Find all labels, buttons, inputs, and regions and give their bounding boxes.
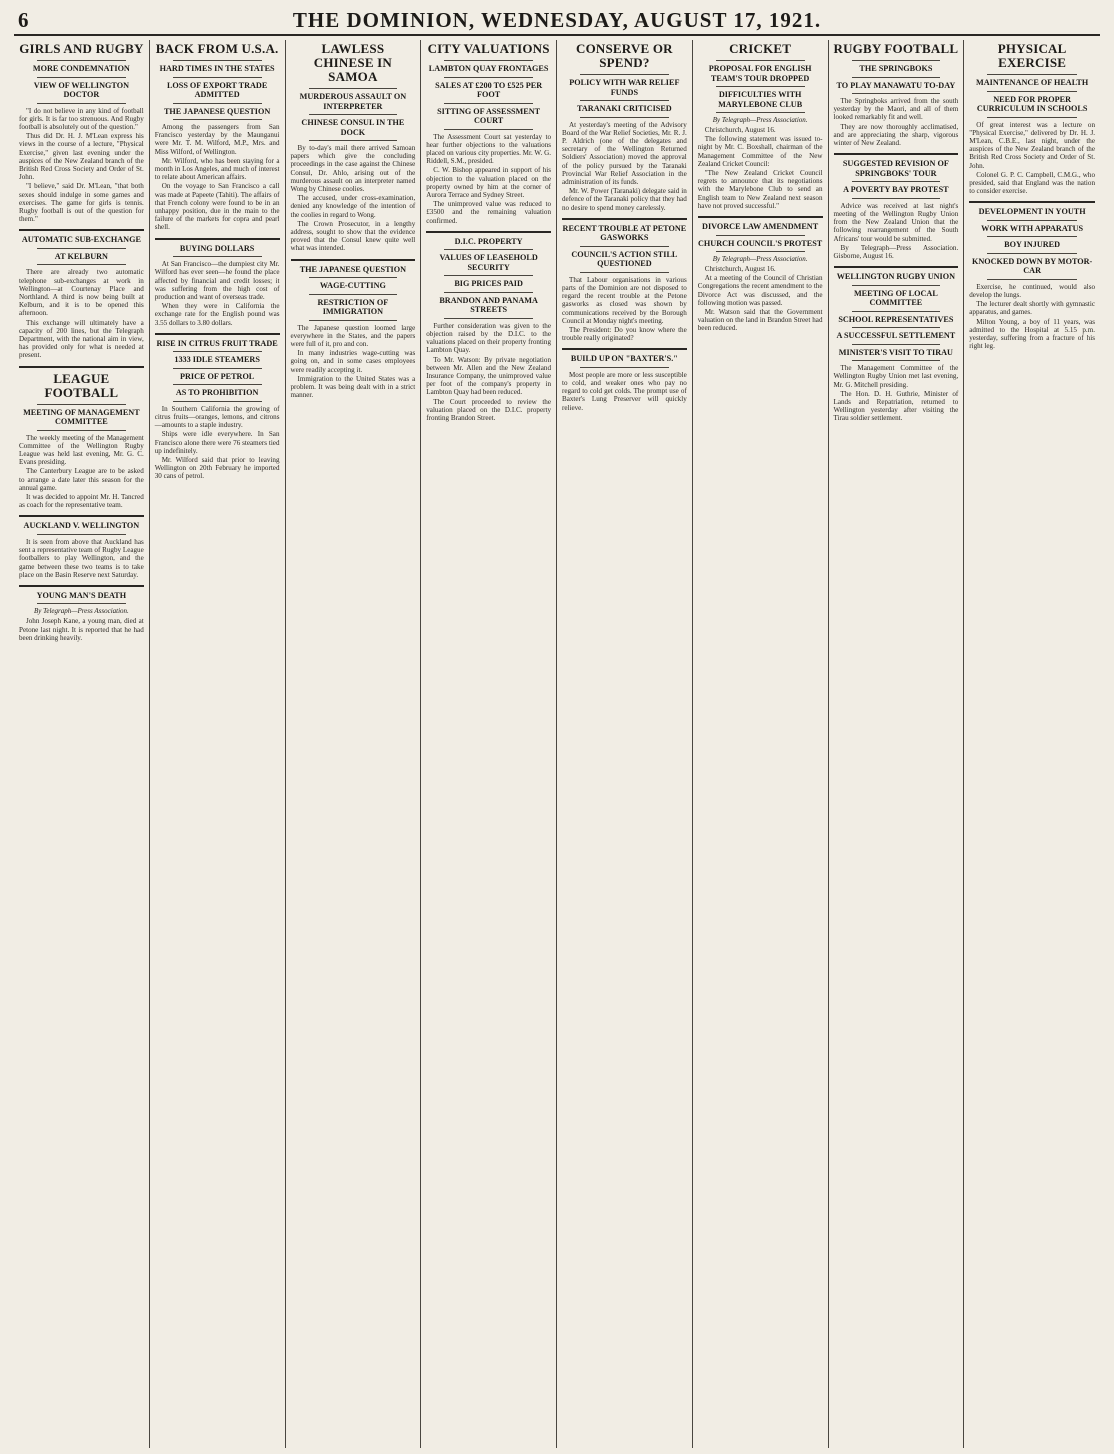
article-paragraph: The President: Do you know where the trouble really originated? xyxy=(562,325,687,343)
subhead-rule xyxy=(580,272,669,273)
subhead-rule xyxy=(444,292,533,293)
article-subhead: NEED FOR PROPER CURRICULUM IN SCHOOLS xyxy=(976,94,1088,113)
article-subhead: SCHOOL REPRESENTATIVES xyxy=(838,314,954,324)
article-subhead: MEETING OF MANAGEMENT COMMITTEE xyxy=(23,407,140,427)
article-paragraph: Mr. Wilford said that prior to leaving Wellington on 20th February he imported 30 cans of petrol. xyxy=(154,455,280,481)
subhead-rule xyxy=(173,77,262,78)
article-headline: BACK FROM U.S.A. xyxy=(155,41,279,56)
article xyxy=(291,259,416,400)
article-divider xyxy=(155,333,280,335)
article-paragraph: That Labour organisations in various parts of the Dominion are not disposed to regard the recent trouble at the Petone gasworks as closed was shown by communications received by the Borough Council at Monday night's meeting. xyxy=(562,275,687,325)
article-paragraph: Further consideration was given to the objection raised by the D.I.C. to the valuations placed on their property fronting Lambton Quay. xyxy=(426,321,551,355)
subhead-rule xyxy=(580,100,669,101)
article xyxy=(155,42,280,232)
column-2 xyxy=(150,40,286,1448)
article-divider xyxy=(426,231,551,233)
article-paragraph: The Springboks arrived from the south yesterday by the Maori, and all of them looked remarkably fit and well. xyxy=(833,97,959,122)
subhead-rule xyxy=(852,77,941,78)
article-paragraph: They are now thoroughly acclimatised, and are appreciating the sharp, vigorous winter of New Zealand. xyxy=(833,122,959,148)
article-paragraph: The Crown Prosecutor, in a lengthy address, sought to show that the evidence proved that the Consul knew quite well what was intended. xyxy=(290,219,416,253)
article-subhead: BUILD UP ON "BAXTER'S." xyxy=(570,354,678,364)
headline-rule xyxy=(37,404,126,405)
headline-rule xyxy=(580,74,669,75)
article-paragraph: Colonel G. P. C. Campbell, C.M.G., who presided, said that England was the nation to consider exercise. xyxy=(969,170,1095,196)
subhead-rule xyxy=(987,279,1077,280)
article-subhead: BOY INJURED xyxy=(1004,240,1061,250)
article xyxy=(834,266,959,422)
article-divider xyxy=(698,216,823,218)
article-paragraph: The Japanese question loomed large everywhere in the States, and the papers were full of it, pro and con. xyxy=(290,323,416,349)
article-paragraph: Christchurch, August 16. xyxy=(704,126,776,134)
article-paragraph: The Assessment Court sat yesterday to hear further objections to the valuations placed on various city properties. Mr. W. G. Riddell, S.M., presided. xyxy=(426,132,551,166)
article-subhead: RESTRICTION OF IMMIGRATION xyxy=(317,297,389,317)
article-subhead: D.I.C. PROPERTY xyxy=(454,236,523,246)
subhead-rule xyxy=(309,294,398,295)
article-paragraph: It was decided to appoint Mr. H. Tancred as coach for the representative team. xyxy=(19,493,144,510)
subhead-rule xyxy=(37,103,126,104)
article-subhead: THE JAPANESE QUESTION xyxy=(163,106,271,116)
page-number: 6 xyxy=(18,8,29,32)
article-subhead: DIFFICULTIES WITH MARYLEBONE CLUB xyxy=(718,90,803,109)
subhead-rule xyxy=(173,119,262,120)
column-7 xyxy=(829,40,965,1448)
headline-rule xyxy=(987,74,1077,75)
article xyxy=(19,366,144,510)
subhead-rule xyxy=(987,253,1077,254)
newspaper-title: THE DOMINION, WEDNESDAY, AUGUST 17, 1921. xyxy=(292,8,822,32)
article-subhead: PROPOSAL FOR ENGLISH TEAM'S TOUR DROPPED xyxy=(708,64,812,83)
subhead-rule xyxy=(852,181,941,182)
article-subhead: MINISTER'S VISIT TO TIRAU xyxy=(838,347,953,357)
article-subhead: AT KELBURN xyxy=(54,251,108,261)
subhead-rule xyxy=(444,275,533,276)
article-headline: CITY VALUATIONS xyxy=(427,41,550,56)
article-divider xyxy=(155,238,280,240)
article-paragraph: C. W. Bishop appeared in support of his objection to the valuation placed on the property owned by him at the corner of Aurora Terrace and Sydney Street. xyxy=(426,166,551,199)
article xyxy=(155,333,280,481)
subhead-rule xyxy=(444,318,533,319)
article-subhead: THE SPRINGBOKS xyxy=(859,64,933,73)
article-subhead: HARD TIMES IN THE STATES xyxy=(159,64,275,73)
headline-rule xyxy=(716,60,805,61)
article-subhead: WAGE-CUTTING xyxy=(319,281,386,291)
article xyxy=(426,231,551,422)
article-subhead: MAINTENANCE OF HEALTH xyxy=(976,78,1089,87)
subhead-rule xyxy=(173,384,262,385)
article-headline: LEAGUE FOOTBALL xyxy=(44,370,119,400)
article xyxy=(834,153,959,260)
article-subhead: LAMBTON QUAY FRONTAGES xyxy=(428,64,549,73)
article-paragraph: This exchange will ultimately have a capacity of 200 lines, but the Telegraph Department, with the national aim in view, has provided only for what is needed at present. xyxy=(19,318,144,360)
subhead-rule xyxy=(37,77,126,78)
masthead xyxy=(14,6,1100,36)
article-paragraph: The Management Committee of the Wellington Rugby Union met last evening, Mr. G. Mitchell presiding. xyxy=(833,364,959,389)
article-paragraph: Of great interest was a lecture on "Physical Exercise," delivered by Dr. H. J. M'Lean, C.B.E., last night, under the auspices of the New Zealand branch of the British Red Cross Society and Order of St. John. xyxy=(969,120,1095,170)
article-headline: CRICKET xyxy=(729,41,792,56)
article-subhead: WORK WITH APPARATUS xyxy=(981,223,1084,233)
subhead-rule xyxy=(444,103,533,104)
article-divider xyxy=(562,218,687,220)
article-divider xyxy=(969,201,1095,203)
article xyxy=(698,42,823,210)
subhead-rule xyxy=(852,285,941,286)
article-byline: By Telegraph—Press Association. xyxy=(712,255,808,264)
article-subhead: 1333 IDLE STEAMERS xyxy=(174,355,260,365)
subhead-rule xyxy=(37,534,126,535)
article-paragraph: At yesterday's meeting of the Advisory Board of the War Relief Societies, Mr. R. J. P. Aldrich (one of the delegates and secretary of the Wellington Returned Soldiers' Association) moved the approval of the policy pursued by the Taranaki Provincial War Relief Association in the administration of its funds. xyxy=(562,120,687,186)
article-divider xyxy=(834,153,959,155)
subhead-rule xyxy=(580,246,669,247)
article-subhead: SALES AT £200 TO £525 PER FOOT xyxy=(435,80,543,99)
article-subhead: SUGGESTED REVISION OF SPRINGBOKS' TOUR xyxy=(842,159,949,178)
article xyxy=(969,201,1095,350)
article-divider xyxy=(291,259,416,261)
article-headline: LAWLESS CHINESE IN SAMOA xyxy=(313,41,392,84)
subhead-rule xyxy=(444,77,533,78)
article-paragraph: Mr. W. Power (Taranaki) delegate said in defence of the Taranaki policy that they had no desire to spend money carelessly. xyxy=(562,187,687,212)
article-paragraph: The weekly meeting of the Management Committee of the Wellington Rugby League was held last evening, Mr. G. C. Evans presiding. xyxy=(19,433,144,467)
article xyxy=(562,42,687,212)
article-subhead: CHURCH COUNCIL'S PROTEST xyxy=(698,238,823,248)
article-paragraph: The following statement was issued to-night by Mr. C. Boxshall, chairman of the Management Committee of the New Zealand Cricket Council: xyxy=(697,135,823,168)
newspaper-columns xyxy=(14,40,1100,1448)
article-subhead: A SUCCESSFUL SETTLEMENT xyxy=(836,331,956,341)
article-paragraph: Exercise, he continued, would also develop the lungs. xyxy=(969,282,1095,300)
article-byline: By Telegraph—Press Association. xyxy=(712,116,808,124)
subhead-rule xyxy=(444,129,533,130)
subhead-rule xyxy=(852,327,941,328)
subhead-rule xyxy=(987,91,1077,92)
article-divider xyxy=(19,585,144,587)
article-subhead: VALUES OF LEASEHOLD SECURITY xyxy=(439,253,538,272)
article-subhead: BIG PRICES PAID xyxy=(454,279,523,289)
article xyxy=(19,585,144,642)
article-paragraph: In many industries wage-cutting was going on, and in some cases employees were readily accepting it. xyxy=(290,349,416,374)
article-divider xyxy=(19,515,144,517)
article-paragraph: Ships were idle everywhere. In San Francisco alone there were 76 steamers tied up indefinitely. xyxy=(154,430,280,455)
article-subhead: RECENT TROUBLE AT PETONE GASWORKS xyxy=(562,223,687,243)
article-subhead: PRICE OF PETROL xyxy=(179,371,255,381)
article-paragraph: The Hon. D. H. Guthrie, Minister of Lands and Repatriation, returned to Wellington yesterday after visiting the Tirau soldier settlement. xyxy=(833,389,959,423)
article-headline: PHYSICAL EXERCISE xyxy=(997,41,1067,70)
article xyxy=(291,42,416,253)
article-paragraph: The Canterbury League are to be asked to arrange a date later this season for the annual game. xyxy=(19,467,144,492)
headline-rule xyxy=(37,60,126,61)
headline-rule xyxy=(444,60,533,61)
subhead-rule xyxy=(852,93,941,94)
subhead-rule xyxy=(37,248,126,249)
subhead-rule xyxy=(987,117,1077,118)
article-paragraph: Immigration to the United States was a problem. It was being dealt with in a strict manner. xyxy=(290,374,416,400)
article-subhead: DIVORCE LAW AMENDMENT xyxy=(702,222,819,232)
article-subhead: MORE CONDEMNATION xyxy=(32,64,130,73)
article-subhead: VIEW OF WELLINGTON DOCTOR xyxy=(33,80,129,99)
article-paragraph: In Southern California the growing of citrus fruits—oranges, lemons, and citrons—amounts to a staple industry. xyxy=(154,404,280,430)
article-subhead: BRANDON AND PANAMA STREETS xyxy=(439,295,538,315)
article-divider xyxy=(19,229,144,231)
subhead-rule xyxy=(309,114,398,115)
subhead-rule xyxy=(173,103,262,104)
article-paragraph: Milton Young, a boy of 11 years, was admitted to the Hospital at 5.15 p.m. yesterday, suffering from a fracture of his right leg. xyxy=(969,317,1095,351)
article-subhead: CHINESE CONSUL IN THE DOCK xyxy=(301,118,405,137)
column-3 xyxy=(286,40,422,1448)
article-subhead: TO PLAY MANAWATU TO-DAY xyxy=(836,80,956,90)
article-paragraph: It is seen from above that Auckland has sent a representative team of Rugby League footballers to play Wellington, and the game between these two teams is to take place on the Basin Reserve next Saturday. xyxy=(19,537,144,579)
article-subhead: MURDEROUS ASSAULT ON INTERPRETER xyxy=(299,92,407,111)
subhead-rule xyxy=(580,117,669,118)
article-subhead: AUCKLAND V. WELLINGTON xyxy=(23,521,140,531)
article xyxy=(698,216,823,333)
article-paragraph: To Mr. Watson: By private negotiation between Mr. Allen and the New Zealand Insurance Company, the unimproved value per foot of the company's property in Lambton Quay had been reduced. xyxy=(426,355,551,397)
article-paragraph: When they were in California the exchange rate for the English pound was 3.55 dollars to 3.80 dollars. xyxy=(154,302,280,327)
article xyxy=(562,348,687,412)
article xyxy=(19,229,144,359)
article-paragraph: By Telegraph—Press Association. Gisborne, August 16. xyxy=(833,243,959,260)
article-subhead: LOSS OF EXPORT TRADE ADMITTED xyxy=(166,80,268,99)
article-paragraph: The lecturer dealt shortly with gymnastic apparatus, and games. xyxy=(969,300,1095,317)
subhead-rule xyxy=(309,140,398,141)
article-subhead: YOUNG MAN'S DEATH xyxy=(36,590,127,600)
article-paragraph: Thus did Dr. H. J. M'Lean express his views in the course of a lecture, "Physical Exercise," given last evening under the auspices of the New Zealand branch of the British Red Cross Society and Order of St. John. xyxy=(19,132,144,182)
subhead-rule xyxy=(173,256,262,257)
article xyxy=(426,42,551,225)
article-paragraph: Among the passengers from San Francisco yesterday by the Maunganui were Mr. T. M. Wilford, M.P., Mrs. and Miss Wilford, of Wellington. xyxy=(154,123,280,156)
article-subhead: BUYING DOLLARS xyxy=(179,243,255,253)
article xyxy=(19,515,144,579)
article-paragraph: The accused, under cross-examination, denied any knowledge of the intention of the coolies in regard to Wong. xyxy=(290,194,416,219)
subhead-rule xyxy=(716,235,805,236)
article xyxy=(834,42,959,147)
article-divider xyxy=(19,366,144,368)
article-subhead: KNOCKED DOWN BY MOTOR-CAR xyxy=(971,256,1093,276)
column-4 xyxy=(421,40,557,1448)
article-paragraph: Mr. Wilford, who has been staying for a month in Los Angeles, and much of interest to relate about American affairs. xyxy=(154,156,280,182)
article-paragraph: At San Francisco—the dumpiest city Mr. Wilford has ever seen—he found the place affected by financial and credit losses; it was suffering from the high cost of production and want of overseas trade. xyxy=(154,260,280,301)
article-subhead: RISE IN CITRUS FRUIT TRADE xyxy=(156,338,278,348)
article-subhead: SITTING OF ASSESSMENT COURT xyxy=(437,106,541,125)
headline-rule xyxy=(852,60,941,61)
article-paragraph: Advice was received at last night's meeting of the Wellington Rugby Union from the New Zealand Union that the following rearrangement of the South Africans' tour would be submitted. xyxy=(833,201,959,243)
article-subhead: COUNCIL'S ACTION STILL QUESTIONED xyxy=(571,249,678,269)
article-paragraph: At a meeting of the Council of Christian Congregations the recent amendment to the Divorce Act was discussed, and the following motion was passed. xyxy=(697,274,823,307)
subhead-rule xyxy=(37,430,126,431)
article-paragraph: By to-day's mail there arrived Samoan papers which give the concluding proceedings in the case against the Chinese Consul, Dr. Ahlo, arising out of the murderous assault on an interpreter named Wong by Chinese coolies. xyxy=(290,144,416,194)
subhead-rule xyxy=(37,603,126,604)
column-5 xyxy=(557,40,693,1448)
article-subhead: THE JAPANESE QUESTION xyxy=(299,264,407,274)
article-paragraph: The Court proceeded to review the valuation placed on the D.I.C. property fronting Brandon Street. xyxy=(426,397,551,422)
article-subhead: A POVERTY BAY PROTEST xyxy=(843,185,949,195)
article-headline: RUGBY FOOTBALL xyxy=(833,41,959,56)
subhead-rule xyxy=(852,311,941,312)
subhead-rule xyxy=(173,401,262,402)
subhead-rule xyxy=(173,368,262,369)
article-paragraph: John Joseph Kane, a young man, died at Petone last night. It is reported that he had been drinking heavily. xyxy=(19,617,144,642)
article-subhead: AS TO PROHIBITION xyxy=(175,388,259,398)
article-subhead: MEETING OF LOCAL COMMITTEE xyxy=(853,288,938,308)
article-headline: GIRLS AND RUGBY xyxy=(19,41,144,56)
subhead-rule xyxy=(852,344,941,345)
headline-rule xyxy=(309,88,398,89)
article-paragraph: Mr. Watson said that the Government valuation on the land in Brandon Street had been reduced. xyxy=(697,308,823,333)
article-subhead: TARANAKI CRITICISED xyxy=(577,104,672,113)
subhead-rule xyxy=(309,320,398,321)
article-subhead: POLICY WITH WAR RELIEF FUNDS xyxy=(569,78,680,97)
article xyxy=(19,42,144,223)
column-1 xyxy=(14,40,150,1448)
headline-rule xyxy=(173,60,262,61)
article-paragraph: Christchurch, August 16. xyxy=(704,265,776,274)
subhead-rule xyxy=(852,198,941,199)
column-6 xyxy=(693,40,829,1448)
article xyxy=(969,42,1095,195)
subhead-rule xyxy=(716,251,805,252)
article-byline: By Telegraph—Press Association. xyxy=(33,607,129,616)
subhead-rule xyxy=(173,351,262,352)
subhead-rule xyxy=(987,236,1077,237)
subhead-rule xyxy=(987,220,1077,221)
subhead-rule xyxy=(580,367,669,368)
article-paragraph: Most people are more or less susceptible to cold, and weaker ones who pay no regard to cold get colds. The prompt use of Baxter's Lung Preserver will quickly relieve. xyxy=(562,370,687,412)
subhead-rule xyxy=(37,264,126,265)
article-paragraph: "I do not believe in any kind of football for girls. It is far too strenuous. And Rugby football is absolutely out of the question." xyxy=(19,106,144,131)
subhead-rule xyxy=(444,249,533,250)
article-paragraph: The unimproved value was reduced to £3500 and the remaining valuation confirmed. xyxy=(426,200,551,225)
subhead-rule xyxy=(309,277,398,278)
article-paragraph: There are already two automatic telephone sub-exchanges at work in Wellington—at Courtenay Place and Northland. A third is now being built at Kelburn, and it is to be opened this afternoon. xyxy=(19,268,144,318)
article-divider xyxy=(562,348,687,350)
article-subhead: WELLINGTON RUGBY UNION xyxy=(836,272,956,282)
article-paragraph: "The New Zealand Cricket Council regrets to announce that its negotiations with the Marylebone Club to send an English team to New Zealand next season have not proved successful." xyxy=(697,169,823,210)
subhead-rule xyxy=(852,360,941,361)
article-subhead: AUTOMATIC SUB-EXCHANGE xyxy=(21,235,141,245)
article-divider xyxy=(834,266,959,268)
article-paragraph: On the voyage to San Francisco a call was made at Papeete (Tahiti). The affairs of that French colony were found to be in an unhappy position, due in the main to the failure of the markets for copra and pearl shell. xyxy=(154,182,280,232)
article xyxy=(155,238,280,327)
article-paragraph: "I believe," said Dr. M'Lean, "that both sexes should indulge in some games and exercises. The game for girls is tennis. Rugby football is out of the question for them." xyxy=(19,182,144,224)
subhead-rule xyxy=(716,112,805,113)
article-subhead: DEVELOPMENT IN YOUTH xyxy=(978,207,1086,217)
column-8 xyxy=(964,40,1100,1448)
subhead-rule xyxy=(716,86,805,87)
article xyxy=(562,218,687,343)
article-headline: CONSERVE OR SPEND? xyxy=(576,41,673,70)
